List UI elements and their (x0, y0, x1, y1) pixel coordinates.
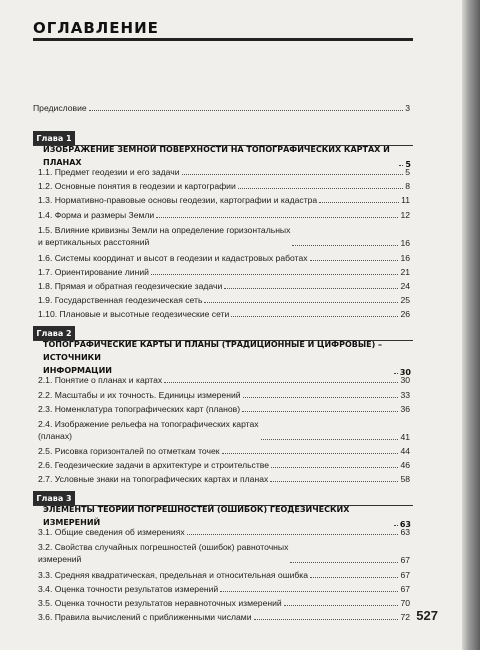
toc-entry: 2.4. Изображение рельефа на топографических картах (планах) 41 (38, 419, 410, 442)
page-number: 527 (416, 608, 438, 623)
toc-entry: 1.9. Государственная геодезическая сеть 25 (38, 295, 410, 305)
chapter-tag: Глава 2 (33, 326, 75, 340)
toc-entry: 1.6. Системы координат и высот в геодезии и кадастровых работах 16 (38, 253, 410, 263)
toc-entry: 2.7. Условные знаки на топографических картах и планах 58 (38, 474, 410, 484)
chapter-tag: Глава 3 (33, 491, 75, 505)
title-rule (33, 38, 413, 41)
toc-entry-page: 3 (405, 103, 410, 113)
toc-entry: 1.2. Основные понятия в геодезии и картографии 8 (38, 181, 410, 191)
toc-entry: 1.5. Влияние кривизны Земли на определение горизонтальных и вертикальных расстояний 16 (38, 225, 410, 248)
toc-entry: 2.3. Номенклатура топографических карт (планов) 36 (38, 404, 410, 414)
toc-entry: 1.3. Нормативно-правовые основы геодезии, картографии и кадастра 11 (38, 195, 410, 205)
toc-entry: 1.10. Плановые и высотные геодезические сети 26 (38, 309, 410, 319)
toc-entry: 2.1. Понятие о планах и картах 30 (38, 375, 410, 385)
toc-entry: 3.3. Средняя квадратическая, предельная и относительная ошибка 67 (38, 570, 410, 580)
toc-entry: 3.1. Общие сведения об измерениях 63 (38, 527, 410, 537)
toc-entry: 2.5. Рисовка горизонталей по отметкам точек 44 (38, 446, 410, 456)
leader-dots (89, 110, 404, 111)
toc-entry: 3.2. Свойства случайных погрешностей (ошибок) равноточных измерений 67 (38, 542, 410, 565)
chapter-title: ИЗОБРАЖЕНИЕ ЗЕМНОЙ ПОВЕРХНОСТИ НА ТОПОГРАФИЧЕСКИХ КАРТАХ И ПЛАНАХ 5 (43, 145, 411, 169)
toc-entry: 2.2. Масштабы и их точность. Единицы измерений 33 (38, 390, 410, 400)
toc-entry: 2.6. Геодезические задачи в архитектуре и строительстве 46 (38, 460, 410, 470)
toc-entry: 1.4. Форма и размеры Земли 12 (38, 210, 410, 220)
toc-entry: 1.7. Ориентирование линий 21 (38, 267, 410, 277)
toc-entry: 3.6. Правила вычислений с приближенными числами 72 (38, 612, 410, 622)
toc-entry: 1.1. Предмет геодезии и его задачи 5 (38, 167, 410, 177)
chapter-title: ЭЛЕМЕНТЫ ТЕОРИИ ПОГРЕШНОСТЕЙ (ОШИБОК) ГЕОДЕЗИЧЕСКИХ ИЗМЕРЕНИЙ 63 (43, 505, 411, 529)
chapter-title: ТОПОГРАФИЧЕСКИЕ КАРТЫ И ПЛАНЫ (ТРАДИЦИОННЫЕ И ЦИФРОВЫЕ) – ИСТОЧНИКИ ИНФОРМАЦИИ 30 (43, 340, 411, 377)
page-title: ОГЛАВЛЕНИЕ (33, 19, 159, 37)
toc-entry-label: Предисловие (33, 103, 87, 113)
toc-entry: 3.4. Оценка точности результатов измерений 67 (38, 584, 410, 594)
chapter-tag: Глава 1 (33, 131, 75, 145)
toc-entry: 1.8. Прямая и обратная геодезические задачи 24 (38, 281, 410, 291)
page-edge-shadow (462, 0, 480, 650)
toc-entry-preface (33, 103, 410, 113)
toc-entry: 3.5. Оценка точности результатов неравноточных измерений 70 (38, 598, 410, 608)
